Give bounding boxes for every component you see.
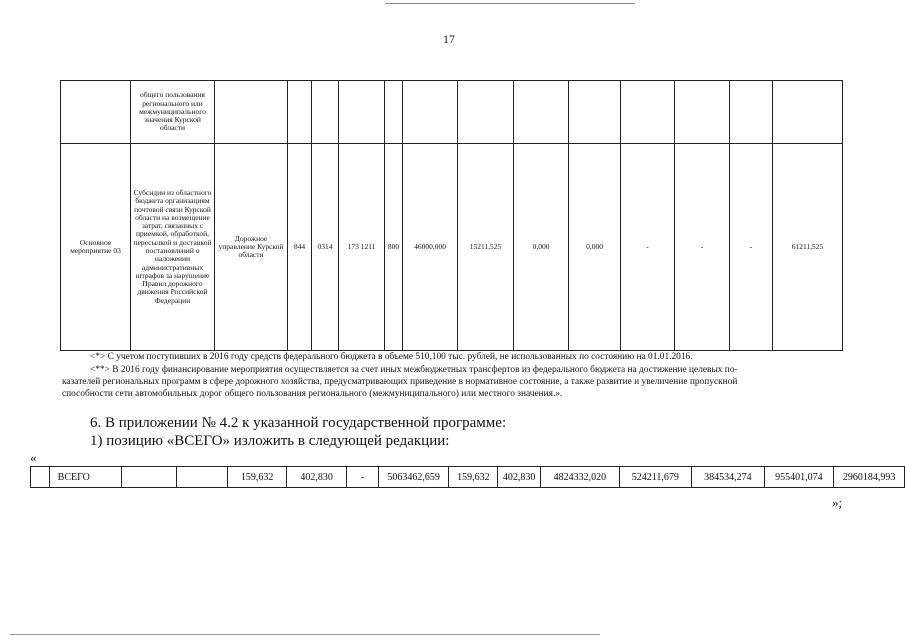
total-table [30,466,905,488]
table-cell-value: 46000,000 [403,144,458,351]
table-cell [385,81,403,144]
table-cell [288,81,312,144]
table-cell [675,81,730,144]
table-cell [773,81,843,144]
table-cell-value: 0,000 [514,144,569,351]
table-cell [403,81,458,144]
program-table [60,80,843,351]
table-cell [176,467,228,488]
total-value: 955401,074 [764,467,834,488]
total-value: 159,632 [228,467,286,488]
table-row-measure-03 [61,144,843,351]
table-cell-value: - [621,144,675,351]
table-cell [569,81,621,144]
total-value: 4824332,020 [541,467,619,488]
total-value: 5063462,659 [378,467,449,488]
total-value: 384534,274 [692,467,765,488]
total-label: ВСЕГО [49,467,121,488]
scan-artifact-bottom [10,634,600,635]
quote-open: « [30,450,37,465]
table-cell-description: Субсидии из областного бюджета организациям почтовой связи Курской области на возмещение затрат, связанных с приемкой, обработкой, пересылкой и доставкой постановлений о наложении административных штрафов за нарушение Правил дорожного движения Российской Федерации [131,144,215,351]
table-cell [215,81,288,144]
total-value: 402,830 [286,467,346,488]
total-value: - [347,467,378,488]
table-cell [312,81,339,144]
table-row-continued [61,81,843,144]
table-cell [339,81,385,144]
table-cell [514,81,569,144]
total-value: 402,830 [498,467,541,488]
table-cell-value: - [675,144,730,351]
total-value: 159,632 [449,467,498,488]
total-value: 524211,679 [619,467,692,488]
table-cell [621,81,675,144]
footnote-2-line-3: способности сети автомобильных дорог общего пользования регионального (межмуниципального) или местного значения.». [62,389,563,399]
table-cell-vr: 800 [385,144,403,351]
table-cell-value: 61211,525 [773,144,843,351]
footnote-2-line-1: <**> В 2016 году финансирование мероприятия осуществляется за счет иных межбюджетных трансфертов из федерального бюджета на достижение целевых по- [90,365,738,375]
table-cell [61,81,131,144]
table-cell-activity: Основное мероприятие 03 [61,144,131,351]
instruction-item-1: 1) позицию «ВСЕГО» изложить в следующей редакции: [90,433,450,449]
table-cell-description: общего пользования регионального или межмуниципального значения Курской области [131,81,215,144]
total-row [31,467,905,488]
table-cell-value: 15211,525 [458,144,514,351]
total-value: 2960184,993 [834,467,905,488]
table-cell-rzpr: 0314 [312,144,339,351]
scan-artifact-top [385,3,635,4]
table-cell [730,81,773,144]
table-cell [458,81,514,144]
table-cell-executor: Дорожное управление Курской области [215,144,288,351]
page-number: 17 [443,32,455,46]
table-cell-value: - [730,144,773,351]
quote-close: »; [832,495,843,510]
instruction-item-6: 6. В приложении № 4.2 к указанной государственной программе: [90,415,507,431]
table-cell-value: 0,000 [569,144,621,351]
table-cell-csr: 173 1211 [339,144,385,351]
table-cell-grbs: 844 [288,144,312,351]
footnote-2-line-2: казателей региональных программ в сфере дорожного хозяйства, предусматривающих приведение в нормативное состояние, а также развитие и увеличение пропускной [62,377,738,387]
footnote-1: <*> С учетом поступивших в 2016 году средств федерального бюджета в объеме 510,100 тыс. рублей, не использованных по состоянию на 01.01.2016. [90,352,693,362]
table-cell [121,467,176,488]
table-cell [31,467,50,488]
